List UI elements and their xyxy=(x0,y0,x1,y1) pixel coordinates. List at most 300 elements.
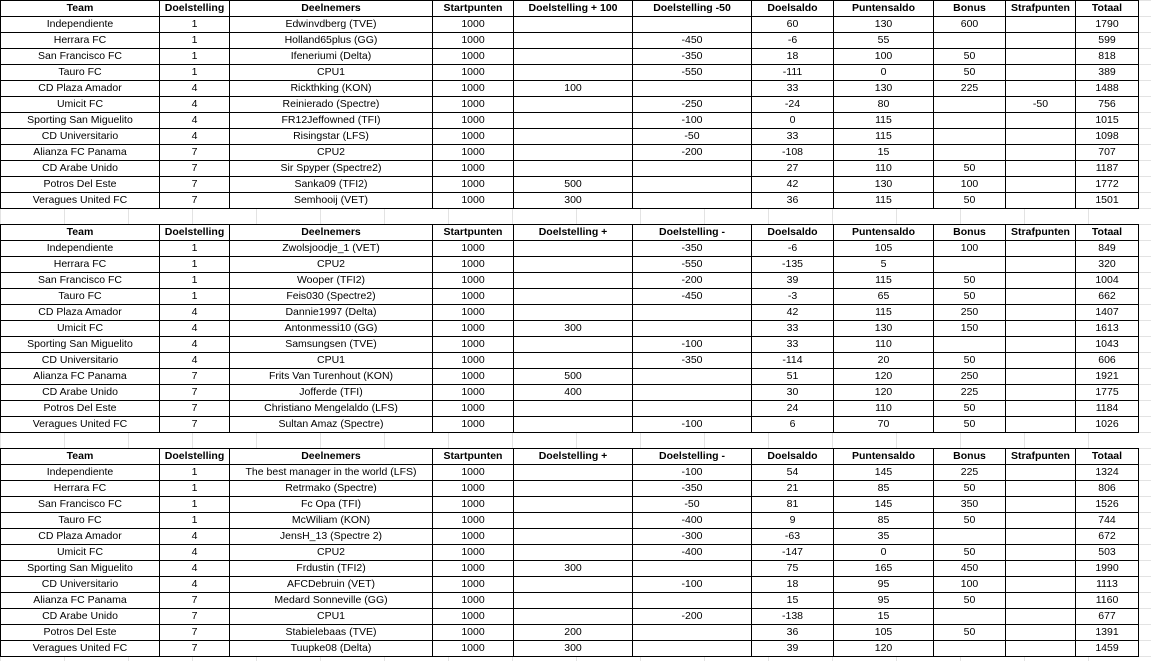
cell-bonus[interactable]: 225 xyxy=(934,81,1006,97)
cell-doelstelling-min[interactable] xyxy=(633,81,752,97)
cell-doelstelling-min[interactable]: -50 xyxy=(633,129,752,145)
cell-doelstelling[interactable]: 7 xyxy=(160,625,230,641)
cell-strafpunten[interactable] xyxy=(1006,33,1076,49)
cell-team[interactable]: Alianza FC Panama xyxy=(1,593,160,609)
cell-doelsaldo[interactable]: 33 xyxy=(752,321,834,337)
cell-bonus[interactable] xyxy=(934,641,1006,657)
cell-totaal[interactable]: 806 xyxy=(1076,481,1139,497)
cell-doelstelling-min[interactable]: -300 xyxy=(633,529,752,545)
cell-doelstelling-plus[interactable]: 200 xyxy=(514,625,633,641)
cell-doelsaldo[interactable]: 75 xyxy=(752,561,834,577)
cell-team[interactable]: Umicit FC xyxy=(1,545,160,561)
cell-doelstelling-min[interactable] xyxy=(633,561,752,577)
cell-bonus[interactable]: 50 xyxy=(934,481,1006,497)
cell-team[interactable]: Potros Del Este xyxy=(1,401,160,417)
cell-totaal[interactable]: 1775 xyxy=(1076,385,1139,401)
cell-doelsaldo[interactable]: -114 xyxy=(752,353,834,369)
cell-deelnemers[interactable]: Christiano Mengelaldo (LFS) xyxy=(230,401,433,417)
cell-doelstelling-min[interactable]: -450 xyxy=(633,33,752,49)
cell-deelnemers[interactable]: Retrmako (Spectre) xyxy=(230,481,433,497)
column-header-bonus[interactable]: Bonus xyxy=(934,1,1006,17)
cell-doelsaldo[interactable]: -24 xyxy=(752,97,834,113)
cell-doelstelling[interactable]: 7 xyxy=(160,177,230,193)
cell-deelnemers[interactable]: Antonmessi10 (GG) xyxy=(230,321,433,337)
cell-doelstelling[interactable]: 1 xyxy=(160,481,230,497)
cell-doelsaldo[interactable]: 42 xyxy=(752,177,834,193)
cell-doelstelling[interactable]: 4 xyxy=(160,337,230,353)
cell-bonus[interactable]: 50 xyxy=(934,193,1006,209)
cell-puntensaldo[interactable]: 110 xyxy=(834,161,934,177)
cell-doelstelling-min[interactable]: -350 xyxy=(633,353,752,369)
cell-doelstelling-plus[interactable]: 300 xyxy=(514,561,633,577)
cell-deelnemers[interactable]: Jofferde (TFI) xyxy=(230,385,433,401)
cell-doelstelling[interactable]: 1 xyxy=(160,49,230,65)
column-header-doelstelling-plus[interactable]: Doelstelling + xyxy=(514,225,633,241)
cell-startpunten[interactable]: 1000 xyxy=(433,369,514,385)
cell-doelstelling-min[interactable] xyxy=(633,161,752,177)
cell-strafpunten[interactable] xyxy=(1006,481,1076,497)
cell-puntensaldo[interactable]: 0 xyxy=(834,65,934,81)
cell-doelsaldo[interactable]: 18 xyxy=(752,577,834,593)
column-header-team[interactable]: Team xyxy=(1,225,160,241)
cell-totaal[interactable]: 1015 xyxy=(1076,113,1139,129)
column-header-doelstelling-min[interactable]: Doelstelling -50 xyxy=(633,1,752,17)
cell-puntensaldo[interactable]: 145 xyxy=(834,465,934,481)
cell-doelstelling-plus[interactable] xyxy=(514,401,633,417)
cell-doelstelling[interactable]: 1 xyxy=(160,65,230,81)
cell-totaal[interactable]: 1921 xyxy=(1076,369,1139,385)
cell-doelstelling-plus[interactable] xyxy=(514,49,633,65)
cell-deelnemers[interactable]: Sanka09 (TFI2) xyxy=(230,177,433,193)
cell-doelstelling-plus[interactable] xyxy=(514,465,633,481)
cell-team[interactable]: CD Arabe Unido xyxy=(1,385,160,401)
cell-puntensaldo[interactable]: 165 xyxy=(834,561,934,577)
cell-deelnemers[interactable]: CPU2 xyxy=(230,545,433,561)
cell-doelstelling[interactable]: 4 xyxy=(160,97,230,113)
cell-strafpunten[interactable] xyxy=(1006,513,1076,529)
cell-team[interactable]: CD Plaza Amador xyxy=(1,81,160,97)
cell-doelstelling-min[interactable] xyxy=(633,641,752,657)
cell-strafpunten[interactable] xyxy=(1006,497,1076,513)
cell-doelsaldo[interactable]: 27 xyxy=(752,161,834,177)
cell-puntensaldo[interactable]: 105 xyxy=(834,625,934,641)
cell-bonus[interactable] xyxy=(934,337,1006,353)
cell-strafpunten[interactable] xyxy=(1006,65,1076,81)
cell-team[interactable]: San Francisco FC xyxy=(1,273,160,289)
cell-deelnemers[interactable]: CPU2 xyxy=(230,257,433,273)
cell-doelsaldo[interactable]: 42 xyxy=(752,305,834,321)
cell-doelsaldo[interactable]: -147 xyxy=(752,545,834,561)
cell-totaal[interactable]: 1184 xyxy=(1076,401,1139,417)
cell-totaal[interactable]: 1501 xyxy=(1076,193,1139,209)
cell-totaal[interactable]: 599 xyxy=(1076,33,1139,49)
cell-totaal[interactable]: 1772 xyxy=(1076,177,1139,193)
column-header-startpunten[interactable]: Startpunten xyxy=(433,449,514,465)
cell-doelsaldo[interactable]: -135 xyxy=(752,257,834,273)
cell-doelstelling-min[interactable] xyxy=(633,17,752,33)
cell-deelnemers[interactable]: Edwinvdberg (TVE) xyxy=(230,17,433,33)
column-header-strafpunten[interactable]: Strafpunten xyxy=(1006,225,1076,241)
cell-doelstelling-min[interactable] xyxy=(633,177,752,193)
cell-doelstelling-plus[interactable] xyxy=(514,273,633,289)
cell-team[interactable]: CD Arabe Unido xyxy=(1,161,160,177)
cell-doelstelling-min[interactable] xyxy=(633,305,752,321)
cell-bonus[interactable]: 50 xyxy=(934,353,1006,369)
column-header-doelsaldo[interactable]: Doelsaldo xyxy=(752,1,834,17)
cell-deelnemers[interactable]: AFCDebruin (VET) xyxy=(230,577,433,593)
cell-startpunten[interactable]: 1000 xyxy=(433,513,514,529)
cell-doelstelling-min[interactable]: -200 xyxy=(633,273,752,289)
cell-deelnemers[interactable]: Medard Sonneville (GG) xyxy=(230,593,433,609)
cell-totaal[interactable]: 756 xyxy=(1076,97,1139,113)
cell-team[interactable]: Veragues United FC xyxy=(1,193,160,209)
cell-puntensaldo[interactable]: 100 xyxy=(834,49,934,65)
cell-doelstelling[interactable]: 7 xyxy=(160,369,230,385)
cell-bonus[interactable]: 225 xyxy=(934,385,1006,401)
cell-startpunten[interactable]: 1000 xyxy=(433,497,514,513)
cell-startpunten[interactable]: 1000 xyxy=(433,65,514,81)
cell-doelstelling-plus[interactable]: 300 xyxy=(514,321,633,337)
cell-totaal[interactable]: 1043 xyxy=(1076,337,1139,353)
cell-bonus[interactable] xyxy=(934,257,1006,273)
cell-bonus[interactable] xyxy=(934,129,1006,145)
cell-doelstelling[interactable]: 7 xyxy=(160,593,230,609)
cell-startpunten[interactable]: 1000 xyxy=(433,481,514,497)
cell-team[interactable]: San Francisco FC xyxy=(1,497,160,513)
column-header-doelstelling[interactable]: Doelstelling xyxy=(160,225,230,241)
column-header-deelnemers[interactable]: Deelnemers xyxy=(230,1,433,17)
cell-deelnemers[interactable]: Reinierado (Spectre) xyxy=(230,97,433,113)
cell-totaal[interactable]: 1324 xyxy=(1076,465,1139,481)
column-header-puntensaldo[interactable]: Puntensaldo xyxy=(834,1,934,17)
cell-team[interactable]: Tauro FC xyxy=(1,289,160,305)
cell-startpunten[interactable]: 1000 xyxy=(433,465,514,481)
cell-startpunten[interactable]: 1000 xyxy=(433,385,514,401)
cell-puntensaldo[interactable]: 15 xyxy=(834,609,934,625)
cell-bonus[interactable]: 50 xyxy=(934,625,1006,641)
cell-strafpunten[interactable] xyxy=(1006,193,1076,209)
cell-deelnemers[interactable]: FR12Jeffowned (TFI) xyxy=(230,113,433,129)
cell-startpunten[interactable]: 1000 xyxy=(433,593,514,609)
cell-doelstelling-plus[interactable] xyxy=(514,65,633,81)
cell-doelstelling-min[interactable]: -100 xyxy=(633,417,752,433)
cell-deelnemers[interactable]: Zwolsjoodje_1 (VET) xyxy=(230,241,433,257)
cell-doelstelling-min[interactable]: -250 xyxy=(633,97,752,113)
cell-puntensaldo[interactable]: 70 xyxy=(834,417,934,433)
cell-totaal[interactable]: 1990 xyxy=(1076,561,1139,577)
cell-bonus[interactable]: 50 xyxy=(934,289,1006,305)
cell-startpunten[interactable]: 1000 xyxy=(433,113,514,129)
column-header-team[interactable]: Team xyxy=(1,1,160,17)
cell-bonus[interactable]: 50 xyxy=(934,513,1006,529)
cell-strafpunten[interactable] xyxy=(1006,289,1076,305)
cell-team[interactable]: CD Universitario xyxy=(1,129,160,145)
cell-strafpunten[interactable] xyxy=(1006,257,1076,273)
cell-doelstelling-plus[interactable] xyxy=(514,145,633,161)
column-header-doelsaldo[interactable]: Doelsaldo xyxy=(752,225,834,241)
column-header-strafpunten[interactable]: Strafpunten xyxy=(1006,449,1076,465)
cell-doelstelling-min[interactable] xyxy=(633,193,752,209)
cell-puntensaldo[interactable]: 130 xyxy=(834,321,934,337)
cell-doelstelling-plus[interactable] xyxy=(514,545,633,561)
column-header-doelsaldo[interactable]: Doelsaldo xyxy=(752,449,834,465)
cell-team[interactable]: Umicit FC xyxy=(1,321,160,337)
cell-doelsaldo[interactable]: 33 xyxy=(752,337,834,353)
cell-bonus[interactable]: 150 xyxy=(934,321,1006,337)
cell-startpunten[interactable]: 1000 xyxy=(433,241,514,257)
column-header-doelstelling[interactable]: Doelstelling xyxy=(160,1,230,17)
cell-startpunten[interactable]: 1000 xyxy=(433,17,514,33)
cell-bonus[interactable]: 100 xyxy=(934,241,1006,257)
cell-startpunten[interactable]: 1000 xyxy=(433,321,514,337)
cell-doelstelling-plus[interactable] xyxy=(514,353,633,369)
cell-doelsaldo[interactable]: 36 xyxy=(752,625,834,641)
cell-doelstelling-plus[interactable]: 100 xyxy=(514,81,633,97)
cell-bonus[interactable] xyxy=(934,33,1006,49)
cell-doelstelling[interactable]: 4 xyxy=(160,129,230,145)
cell-startpunten[interactable]: 1000 xyxy=(433,529,514,545)
cell-doelstelling-plus[interactable] xyxy=(514,593,633,609)
cell-strafpunten[interactable] xyxy=(1006,385,1076,401)
cell-doelstelling-plus[interactable] xyxy=(514,129,633,145)
cell-startpunten[interactable]: 1000 xyxy=(433,273,514,289)
cell-doelstelling[interactable]: 4 xyxy=(160,577,230,593)
cell-doelstelling-plus[interactable] xyxy=(514,257,633,273)
cell-doelstelling[interactable]: 1 xyxy=(160,465,230,481)
cell-puntensaldo[interactable]: 0 xyxy=(834,545,934,561)
cell-puntensaldo[interactable]: 95 xyxy=(834,577,934,593)
cell-team[interactable]: Veragues United FC xyxy=(1,417,160,433)
cell-deelnemers[interactable]: Risingstar (LFS) xyxy=(230,129,433,145)
cell-strafpunten[interactable] xyxy=(1006,465,1076,481)
cell-doelstelling-min[interactable]: -100 xyxy=(633,337,752,353)
cell-startpunten[interactable]: 1000 xyxy=(433,401,514,417)
cell-totaal[interactable]: 1391 xyxy=(1076,625,1139,641)
cell-deelnemers[interactable]: Fc Opa (TFI) xyxy=(230,497,433,513)
cell-puntensaldo[interactable]: 145 xyxy=(834,497,934,513)
cell-strafpunten[interactable] xyxy=(1006,81,1076,97)
cell-deelnemers[interactable]: McWiliam (KON) xyxy=(230,513,433,529)
cell-doelsaldo[interactable]: -6 xyxy=(752,241,834,257)
cell-team[interactable]: Alianza FC Panama xyxy=(1,369,160,385)
cell-deelnemers[interactable]: Feis030 (Spectre2) xyxy=(230,289,433,305)
cell-startpunten[interactable]: 1000 xyxy=(433,561,514,577)
cell-bonus[interactable]: 50 xyxy=(934,593,1006,609)
cell-doelstelling-plus[interactable] xyxy=(514,497,633,513)
cell-doelstelling[interactable]: 4 xyxy=(160,321,230,337)
cell-puntensaldo[interactable]: 55 xyxy=(834,33,934,49)
cell-startpunten[interactable]: 1000 xyxy=(433,417,514,433)
cell-doelstelling-min[interactable]: -350 xyxy=(633,481,752,497)
cell-doelstelling-plus[interactable]: 300 xyxy=(514,193,633,209)
cell-team[interactable]: Veragues United FC xyxy=(1,641,160,657)
cell-puntensaldo[interactable]: 115 xyxy=(834,113,934,129)
cell-totaal[interactable]: 606 xyxy=(1076,353,1139,369)
cell-doelstelling-min[interactable]: -100 xyxy=(633,577,752,593)
cell-strafpunten[interactable] xyxy=(1006,177,1076,193)
cell-doelsaldo[interactable]: 51 xyxy=(752,369,834,385)
cell-doelstelling-min[interactable]: -200 xyxy=(633,609,752,625)
cell-doelstelling-min[interactable]: -50 xyxy=(633,497,752,513)
column-header-doelstelling-min[interactable]: Doelstelling - xyxy=(633,449,752,465)
cell-deelnemers[interactable]: Ifeneriumi (Delta) xyxy=(230,49,433,65)
cell-strafpunten[interactable] xyxy=(1006,337,1076,353)
cell-doelstelling-min[interactable]: -450 xyxy=(633,289,752,305)
cell-doelstelling[interactable]: 7 xyxy=(160,641,230,657)
cell-team[interactable]: Independiente xyxy=(1,465,160,481)
cell-puntensaldo[interactable]: 115 xyxy=(834,129,934,145)
cell-startpunten[interactable]: 1000 xyxy=(433,97,514,113)
cell-strafpunten[interactable] xyxy=(1006,241,1076,257)
cell-strafpunten[interactable] xyxy=(1006,417,1076,433)
cell-startpunten[interactable]: 1000 xyxy=(433,257,514,273)
cell-doelsaldo[interactable]: -3 xyxy=(752,289,834,305)
cell-totaal[interactable]: 1098 xyxy=(1076,129,1139,145)
cell-doelsaldo[interactable]: 0 xyxy=(752,113,834,129)
cell-doelsaldo[interactable]: 81 xyxy=(752,497,834,513)
cell-bonus[interactable]: 600 xyxy=(934,17,1006,33)
cell-strafpunten[interactable] xyxy=(1006,625,1076,641)
cell-doelstelling[interactable]: 1 xyxy=(160,17,230,33)
cell-doelstelling-plus[interactable] xyxy=(514,161,633,177)
cell-doelstelling[interactable]: 7 xyxy=(160,161,230,177)
cell-totaal[interactable]: 744 xyxy=(1076,513,1139,529)
cell-deelnemers[interactable]: Samsungsen (TVE) xyxy=(230,337,433,353)
cell-bonus[interactable]: 100 xyxy=(934,577,1006,593)
cell-startpunten[interactable]: 1000 xyxy=(433,545,514,561)
cell-deelnemers[interactable]: The best manager in the world (LFS) xyxy=(230,465,433,481)
cell-totaal[interactable]: 503 xyxy=(1076,545,1139,561)
cell-puntensaldo[interactable]: 105 xyxy=(834,241,934,257)
cell-puntensaldo[interactable]: 65 xyxy=(834,289,934,305)
cell-doelstelling-plus[interactable] xyxy=(514,241,633,257)
cell-doelsaldo[interactable]: 54 xyxy=(752,465,834,481)
cell-startpunten[interactable]: 1000 xyxy=(433,129,514,145)
cell-doelstelling-min[interactable]: -350 xyxy=(633,49,752,65)
column-header-deelnemers[interactable]: Deelnemers xyxy=(230,225,433,241)
cell-totaal[interactable]: 1526 xyxy=(1076,497,1139,513)
cell-bonus[interactable]: 50 xyxy=(934,545,1006,561)
cell-doelstelling-min[interactable] xyxy=(633,401,752,417)
cell-team[interactable]: CD Plaza Amador xyxy=(1,305,160,321)
cell-deelnemers[interactable]: Sir Spyper (Spectre2) xyxy=(230,161,433,177)
cell-doelstelling-min[interactable]: -550 xyxy=(633,257,752,273)
cell-doelsaldo[interactable]: 18 xyxy=(752,49,834,65)
cell-bonus[interactable]: 50 xyxy=(934,273,1006,289)
cell-totaal[interactable]: 1004 xyxy=(1076,273,1139,289)
cell-team[interactable]: San Francisco FC xyxy=(1,49,160,65)
cell-puntensaldo[interactable]: 5 xyxy=(834,257,934,273)
column-header-bonus[interactable]: Bonus xyxy=(934,449,1006,465)
cell-puntensaldo[interactable]: 15 xyxy=(834,145,934,161)
cell-bonus[interactable]: 350 xyxy=(934,497,1006,513)
cell-doelstelling-min[interactable] xyxy=(633,385,752,401)
cell-doelstelling-plus[interactable]: 400 xyxy=(514,385,633,401)
cell-deelnemers[interactable]: CPU1 xyxy=(230,353,433,369)
cell-doelstelling[interactable]: 4 xyxy=(160,353,230,369)
cell-strafpunten[interactable] xyxy=(1006,609,1076,625)
cell-team[interactable]: Alianza FC Panama xyxy=(1,145,160,161)
cell-deelnemers[interactable]: CPU1 xyxy=(230,609,433,625)
cell-doelsaldo[interactable]: 36 xyxy=(752,193,834,209)
cell-puntensaldo[interactable]: 85 xyxy=(834,481,934,497)
cell-bonus[interactable]: 50 xyxy=(934,161,1006,177)
cell-doelstelling[interactable]: 4 xyxy=(160,305,230,321)
cell-doelsaldo[interactable]: -111 xyxy=(752,65,834,81)
cell-doelsaldo[interactable]: 33 xyxy=(752,81,834,97)
cell-totaal[interactable]: 707 xyxy=(1076,145,1139,161)
cell-doelstelling[interactable]: 7 xyxy=(160,385,230,401)
cell-puntensaldo[interactable]: 115 xyxy=(834,273,934,289)
cell-team[interactable]: Herrara FC xyxy=(1,33,160,49)
cell-strafpunten[interactable] xyxy=(1006,353,1076,369)
cell-bonus[interactable] xyxy=(934,529,1006,545)
cell-doelstelling[interactable]: 4 xyxy=(160,529,230,545)
cell-totaal[interactable]: 1407 xyxy=(1076,305,1139,321)
cell-puntensaldo[interactable]: 20 xyxy=(834,353,934,369)
cell-deelnemers[interactable]: Sultan Amaz (Spectre) xyxy=(230,417,433,433)
cell-doelsaldo[interactable]: 15 xyxy=(752,593,834,609)
cell-bonus[interactable]: 225 xyxy=(934,465,1006,481)
cell-totaal[interactable]: 389 xyxy=(1076,65,1139,81)
cell-doelstelling-plus[interactable] xyxy=(514,113,633,129)
cell-strafpunten[interactable] xyxy=(1006,561,1076,577)
cell-doelstelling[interactable]: 7 xyxy=(160,401,230,417)
cell-deelnemers[interactable]: Frits Van Turenhout (KON) xyxy=(230,369,433,385)
cell-deelnemers[interactable]: Tuupke08 (Delta) xyxy=(230,641,433,657)
cell-totaal[interactable]: 1160 xyxy=(1076,593,1139,609)
cell-totaal[interactable]: 1613 xyxy=(1076,321,1139,337)
cell-bonus[interactable] xyxy=(934,145,1006,161)
column-header-doelstelling[interactable]: Doelstelling xyxy=(160,449,230,465)
cell-puntensaldo[interactable]: 130 xyxy=(834,17,934,33)
cell-team[interactable]: Herrara FC xyxy=(1,257,160,273)
cell-bonus[interactable] xyxy=(934,113,1006,129)
cell-doelstelling[interactable]: 7 xyxy=(160,193,230,209)
cell-doelstelling-min[interactable]: -550 xyxy=(633,65,752,81)
column-header-doelstelling-plus[interactable]: Doelstelling + xyxy=(514,449,633,465)
cell-startpunten[interactable]: 1000 xyxy=(433,193,514,209)
cell-doelstelling-plus[interactable] xyxy=(514,417,633,433)
cell-strafpunten[interactable] xyxy=(1006,593,1076,609)
cell-doelstelling[interactable]: 4 xyxy=(160,81,230,97)
cell-doelstelling-min[interactable]: -350 xyxy=(633,241,752,257)
cell-doelsaldo[interactable]: -6 xyxy=(752,33,834,49)
cell-strafpunten[interactable] xyxy=(1006,49,1076,65)
cell-startpunten[interactable]: 1000 xyxy=(433,49,514,65)
cell-puntensaldo[interactable]: 130 xyxy=(834,177,934,193)
cell-startpunten[interactable]: 1000 xyxy=(433,337,514,353)
cell-team[interactable]: CD Plaza Amador xyxy=(1,529,160,545)
cell-bonus[interactable] xyxy=(934,97,1006,113)
cell-bonus[interactable] xyxy=(934,609,1006,625)
cell-doelsaldo[interactable]: 24 xyxy=(752,401,834,417)
cell-team[interactable]: CD Arabe Unido xyxy=(1,609,160,625)
cell-puntensaldo[interactable]: 130 xyxy=(834,81,934,97)
cell-strafpunten[interactable] xyxy=(1006,321,1076,337)
column-header-team[interactable]: Team xyxy=(1,449,160,465)
cell-totaal[interactable]: 677 xyxy=(1076,609,1139,625)
cell-deelnemers[interactable]: Frdustin (TFI2) xyxy=(230,561,433,577)
cell-doelsaldo[interactable]: -138 xyxy=(752,609,834,625)
cell-strafpunten[interactable] xyxy=(1006,577,1076,593)
cell-doelstelling-plus[interactable] xyxy=(514,33,633,49)
cell-doelstelling-min[interactable] xyxy=(633,593,752,609)
cell-strafpunten[interactable] xyxy=(1006,113,1076,129)
cell-doelstelling[interactable]: 1 xyxy=(160,273,230,289)
cell-doelsaldo[interactable]: 60 xyxy=(752,17,834,33)
cell-doelstelling[interactable]: 1 xyxy=(160,241,230,257)
